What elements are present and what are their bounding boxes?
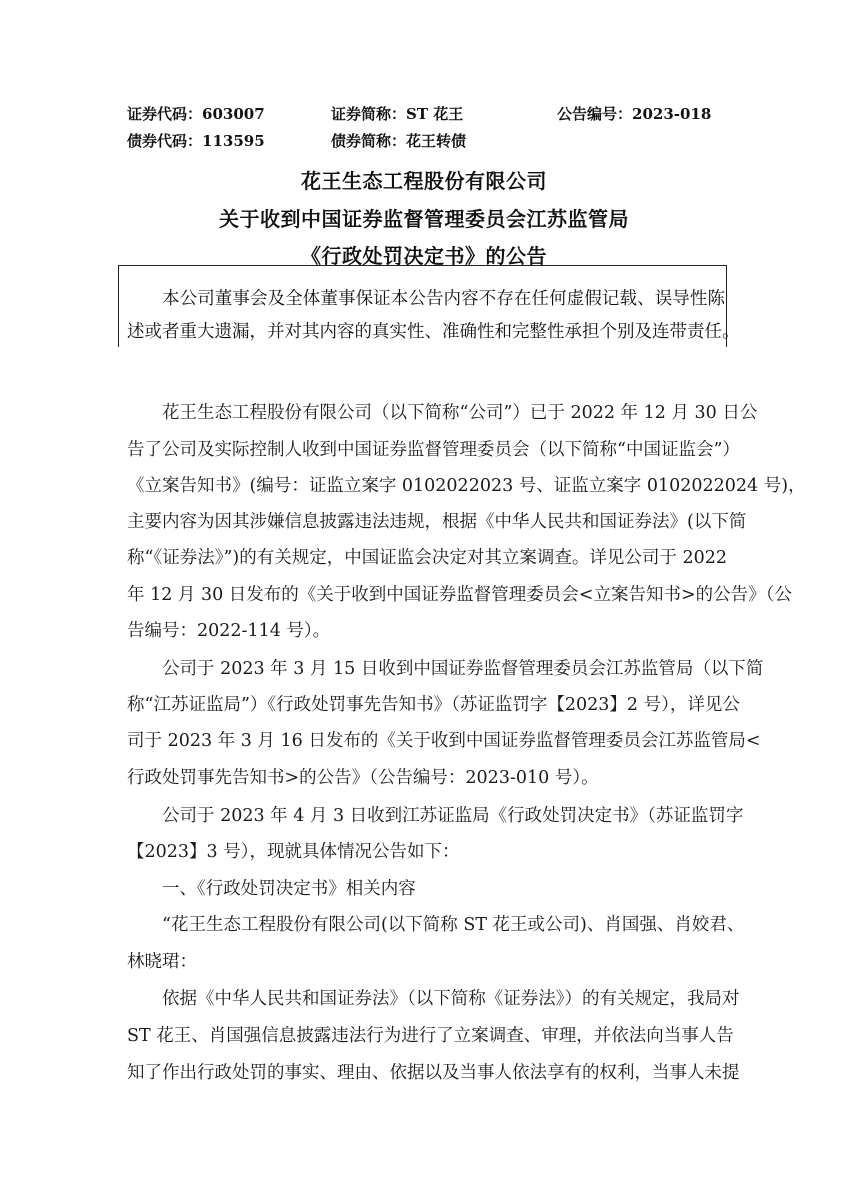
stock-abbr-label: 证券简称： <box>331 105 407 123</box>
bond-abbr-label: 债券简称： <box>331 132 407 150</box>
body-line: 公司于 2023 年 4 月 3 日收到江苏证监局《行政处罚决定书》（苏证监罚字 <box>162 806 744 826</box>
body-line: 称“《证券法》”)的有关规定，中国证监会决定对其立案调查。详见公司于 2022 <box>127 548 727 568</box>
bond-code <box>127 130 265 151</box>
body-line: 知了作出行政处罚的事实、理由、依据以及当事人依法享有的权利，当事人未提 <box>127 1063 740 1083</box>
bond-code-label: 债券代码： <box>127 132 203 150</box>
body-line: 花王生态工程股份有限公司（以下简称“公司”）已于 2022 年 12 月 30 日公 <box>162 403 758 423</box>
body-line: 年 12 月 30 日发布的《关于收到中国证券监督管理委员会<立案告知书>的公告》（公 <box>127 585 792 605</box>
bond-abbr <box>331 130 466 151</box>
body-line: 告了公司及实际控制人收到中国证券监督管理委员会（以下简称“中国证监会”） <box>127 440 740 460</box>
stock-code-label: 证券代码： <box>127 105 203 123</box>
title-company: 花王生态工程股份有限公司 <box>301 169 547 193</box>
body-line: 【2023】3 号），现就具体情况公告如下： <box>127 842 460 862</box>
announcement-no-value: 2023-018 <box>632 105 712 123</box>
title-line3: 《行政处罚决定书》的公告 <box>301 244 547 268</box>
stock-code-value: 603007 <box>202 105 265 123</box>
body-line: “花王生态工程股份有限公司(以下简称 ST 花王或公司)、肖国强、肖姣君、 <box>162 915 745 935</box>
body-line: 《立案告知书》(编号：证监立案字 0102022023 号、证监立案字 0102022024 号)， <box>127 476 806 496</box>
body-line: 主要内容为因其涉嫌信息披露违法违规，根据《中华人民共和国证券法》(以下简 <box>127 512 747 532</box>
announcement-no <box>557 103 711 124</box>
body-line: 公司于 2023 年 3 月 15 日收到中国证券监督管理委员会江苏监管局（以下简 <box>162 659 764 679</box>
bond-code-value: 113595 <box>202 132 265 150</box>
stock-abbr <box>331 103 463 124</box>
title-line2: 关于收到中国证券监督管理委员会江苏监管局 <box>219 207 629 231</box>
stock-code <box>127 103 265 124</box>
bond-abbr-value: 花王转债 <box>406 132 467 150</box>
stock-abbr-value: ST 花王 <box>406 105 464 123</box>
body-line: 行政处罚事先告知书>的公告》（公告编号：2023-010 号）。 <box>127 768 599 788</box>
body-line: 告编号：2022-114 号）。 <box>127 621 331 641</box>
body-line: 司于 2023 年 3 月 16 日发布的《关于收到中国证券监督管理委员会江苏监管局< <box>127 731 761 751</box>
body-line: 林晓珺： <box>127 952 197 972</box>
body-line: ST 花王、肖国强信息披露违法行为进行了立案调查、审理，并依法向当事人告 <box>127 1026 734 1046</box>
disclaimer-line-1: 本公司董事会及全体董事保证本公告内容不存在任何虚假记载、误导性陈 <box>162 289 725 309</box>
announcement-no-label: 公告编号： <box>557 105 633 123</box>
section-heading: 一、《行政处罚决定书》相关内容 <box>162 879 416 899</box>
disclaimer-line-2: 述或者重大遗漏，并对其内容的真实性、准确性和完整性承担个别及连带责任。 <box>127 322 740 342</box>
body-line: 依据《中华人民共和国证券法》（以下简称《证券法》）的有关规定，我局对 <box>162 989 740 1009</box>
body-line: 称“江苏证监局”）《行政处罚事先告知书》（苏证监罚字【2023】2 号），详见公 <box>127 695 740 715</box>
